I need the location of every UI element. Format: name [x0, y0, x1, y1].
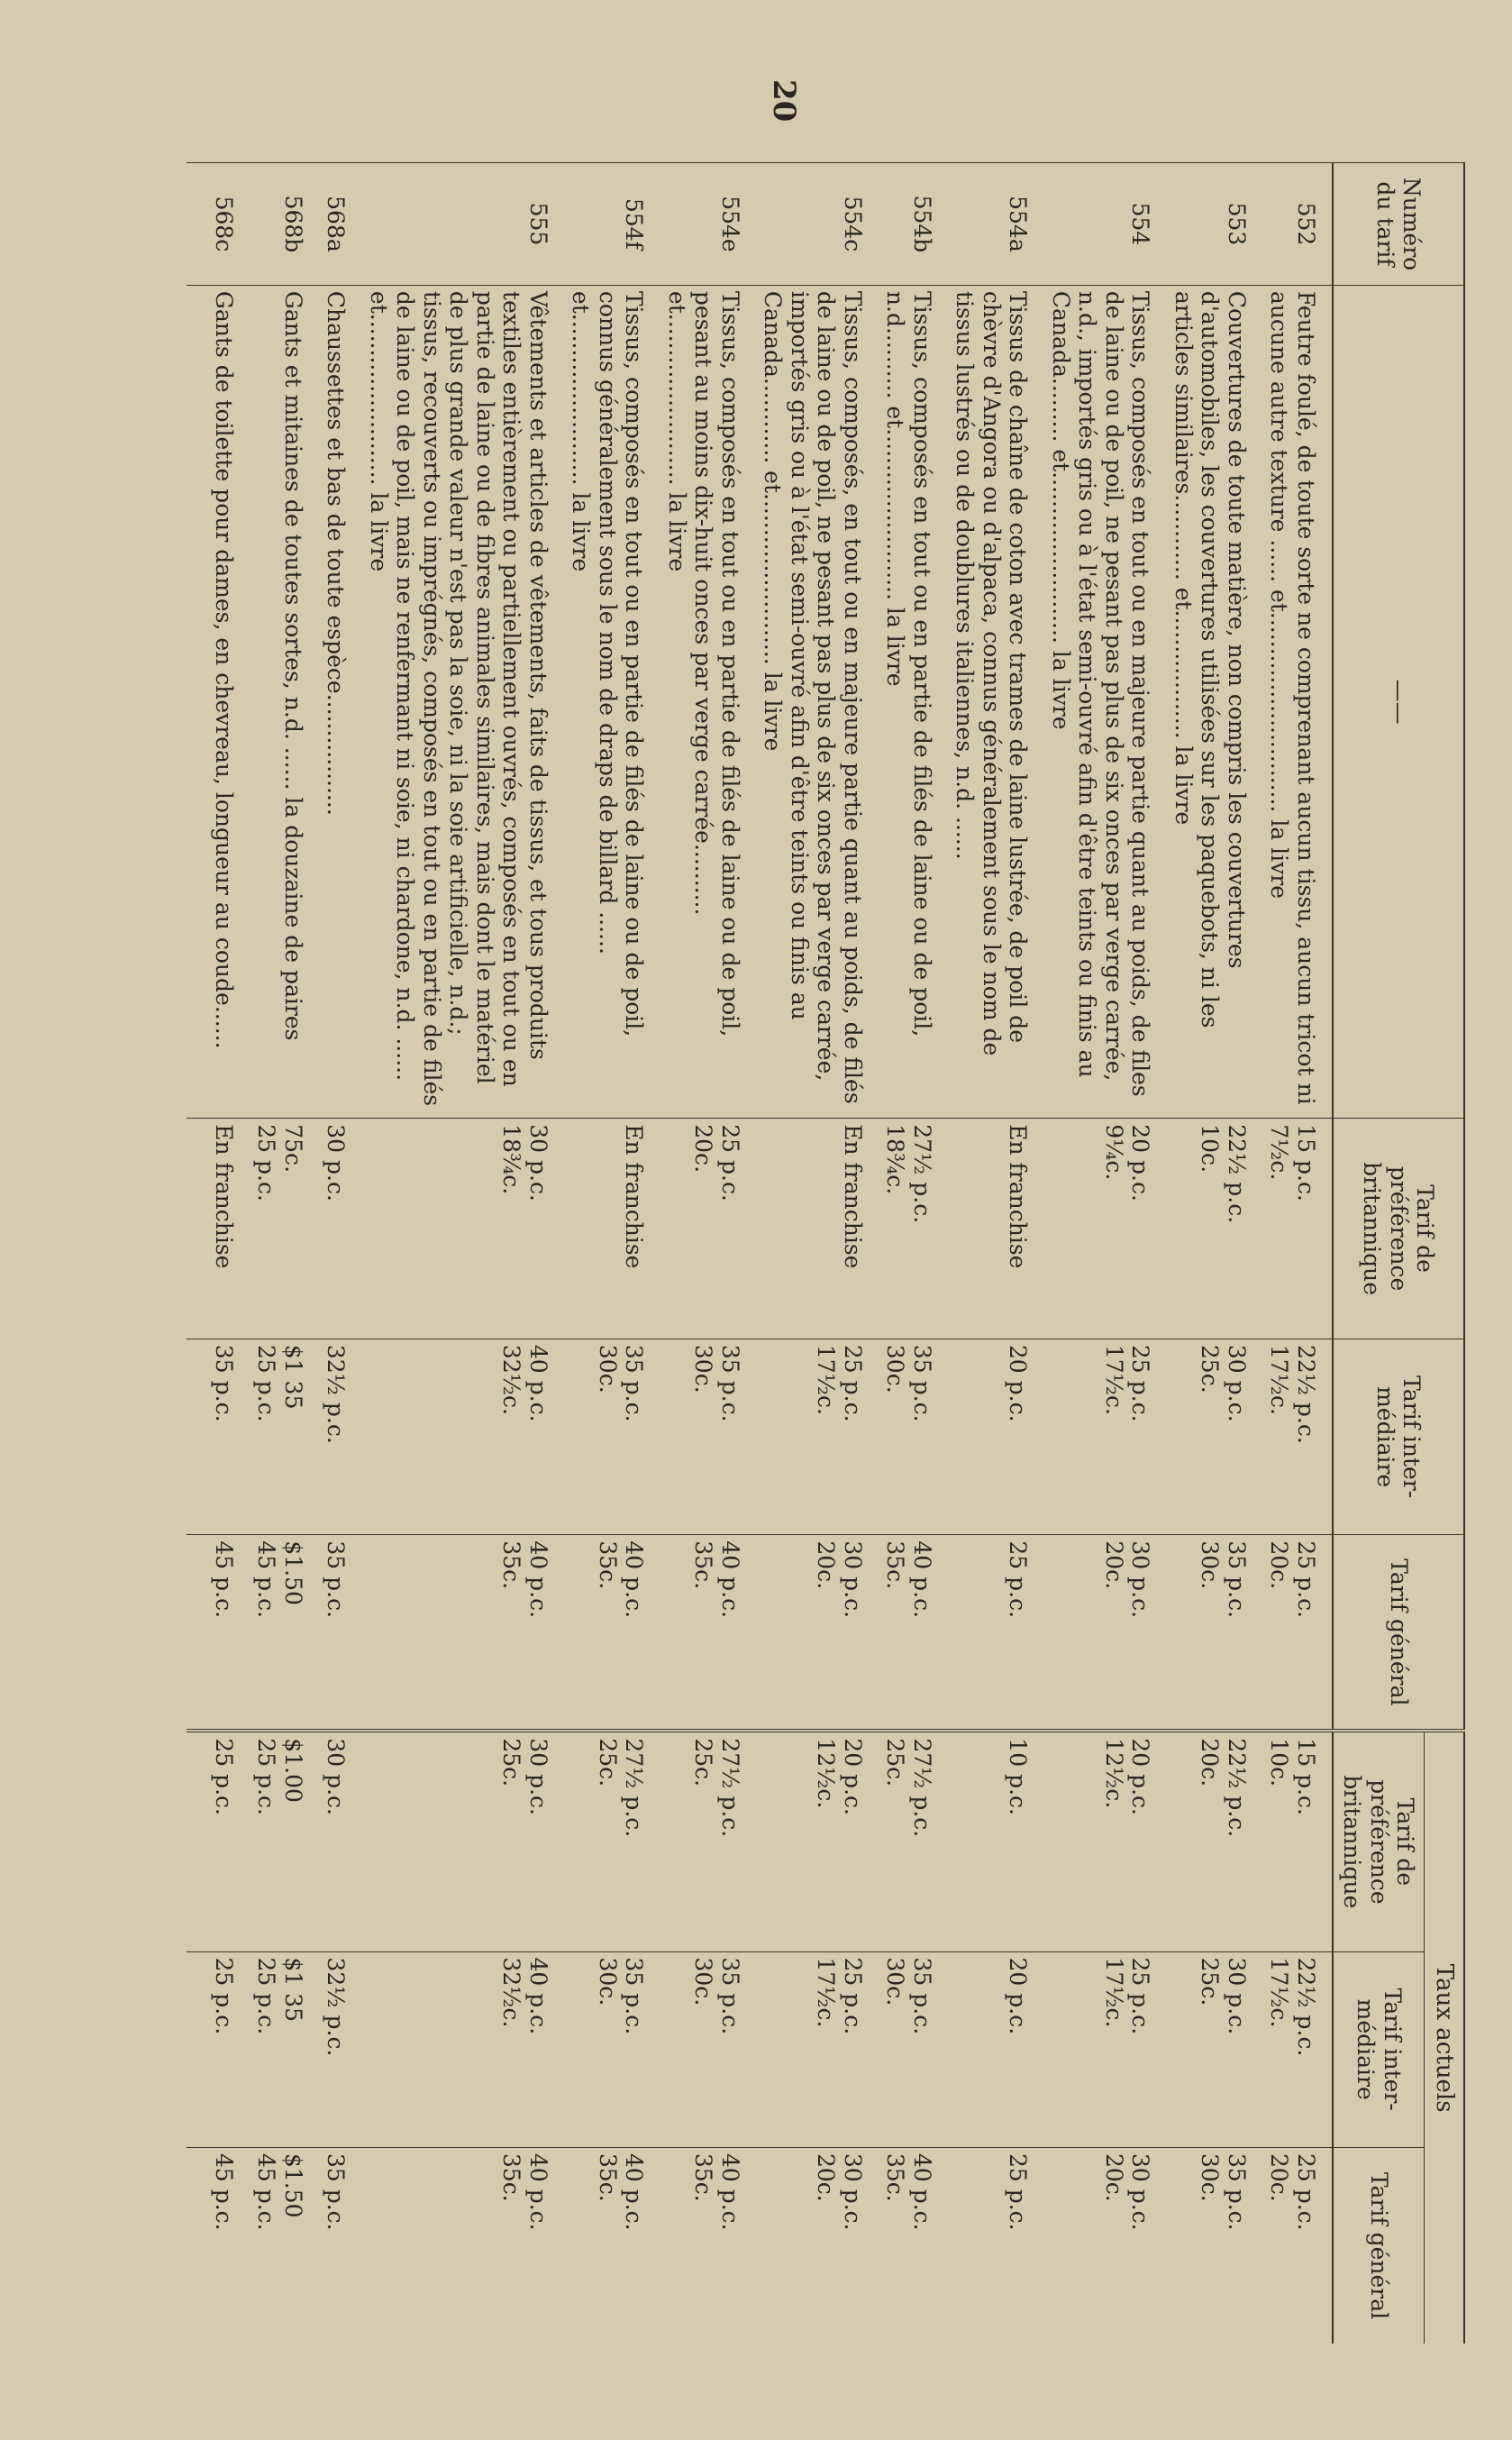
header-tariff-number: Numéro du tarif	[1333, 163, 1464, 286]
description: Couvertures de toute matière, non compris les couvertures d'automobiles, les couvertures utilisées sur les paquebots, ni les articles similaires............ et.................. la livre	[1166, 285, 1262, 1118]
pref-rate-new: En franchise	[187, 1119, 250, 1339]
gen-rate-new: 40 p.c. 35c.	[361, 1535, 564, 1731]
gen-rate-new: 30 p.c. 20c.	[756, 1535, 879, 1731]
gen-rate-current: 25 p.c. 20c.	[1262, 2147, 1333, 2344]
tariff-table	[187, 162, 1465, 2344]
inter-rate-new: 25 p.c. 17½c.	[1043, 1339, 1166, 1534]
table-row	[1166, 163, 1262, 2344]
inter-rate-new: $1 35 25 p.c.	[250, 1339, 319, 1534]
pref-rate-current: 27½ p.c. 25c.	[660, 1731, 756, 1951]
inter-rate-current: 30 p.c. 25c.	[1166, 1951, 1262, 2147]
table-row	[319, 163, 362, 2344]
gen-rate-new: 25 p.c. 20c.	[1262, 1535, 1333, 1731]
tariff-number: 568a	[319, 163, 362, 286]
inter-rate-new: 35 p.c. 30c.	[564, 1339, 660, 1534]
description: Tissus, composés en tout ou en partie de filés de laine ou de poil, pesant au moins dix-huit onces par verge carrée.......... et........................ la livre	[660, 285, 756, 1118]
tariff-number: 554	[1043, 163, 1166, 286]
pref-rate-current: 27½ p.c. 25c.	[564, 1731, 660, 1951]
gen-rate-new: 35 p.c. 30c.	[1166, 1535, 1262, 1731]
pref-rate-current: 20 p.c. 12½c.	[1043, 1731, 1166, 1951]
tariff-number: 554c	[756, 163, 879, 286]
table-row	[1262, 163, 1333, 2344]
description: Chaussettes et bas de toute espèce.................	[319, 285, 362, 1118]
pref-rate-new: 22½ p.c. 10c.	[1166, 1119, 1262, 1339]
tariff-number: 552	[1262, 163, 1333, 286]
table-row	[660, 163, 756, 2344]
tariff-number: 554b	[879, 163, 948, 286]
inter-rate-new: 40 p.c. 32½c.	[361, 1339, 564, 1534]
table-row	[361, 163, 564, 2344]
gen-rate-current: 35 p.c. 30c.	[1166, 2147, 1262, 2344]
gen-rate-new: 25 p.c.	[948, 1535, 1044, 1731]
description: Tissus de chaîne de coton avec trames de laine lustrée, de poil de chèvre d'Angora ou d'alpaca, connus généralement sous le nom de tissus lustrés ou de doublures italiennes, n.d. ......	[948, 285, 1044, 1118]
inter-rate-current: 25 p.c. 17½c.	[1043, 1951, 1166, 2147]
page-number: 20	[766, 79, 802, 123]
inter-rate-current: 35 p.c. 30c.	[879, 1951, 948, 2147]
inter-rate-current: $1 35 25 p.c.	[250, 1951, 319, 2147]
table-row	[187, 163, 250, 2344]
pref-rate-current: 20 p.c. 12½c.	[756, 1731, 879, 1951]
header-pref-new: Tarif de préférence britannique	[1333, 1119, 1464, 1339]
header-gen-new: Tarif général	[1333, 1535, 1464, 1731]
gen-rate-current: 25 p.c.	[948, 2147, 1044, 2344]
inter-rate-current: 32½ p.c.	[319, 1951, 362, 2147]
gen-rate-current: 45 p.c.	[187, 2147, 250, 2344]
tariff-number: 554e	[660, 163, 756, 286]
pref-rate-new: 27½ p.c. 18¾c.	[879, 1119, 948, 1339]
gen-rate-current: 40 p.c. 35c.	[564, 2147, 660, 2344]
inter-rate-current: 40 p.c. 32½c.	[361, 1951, 564, 2147]
header-description: ——	[1333, 285, 1464, 1118]
table-row	[948, 163, 1044, 2344]
header-inter-current: Tarif inter-médiaire	[1333, 1951, 1425, 2147]
gen-rate-current: 40 p.c. 35c.	[879, 2147, 948, 2344]
gen-rate-new: 45 p.c.	[187, 1535, 250, 1731]
description: Tissus, composés en tout ou en partie de filés de laine ou de poil, connus généralement sous le nom de draps de billard ...... et........................ la livre	[564, 285, 660, 1118]
pref-rate-current: $1.00 25 p.c.	[250, 1731, 319, 1951]
inter-rate-new: 32½ p.c.	[319, 1339, 362, 1534]
description: Tissus, composés en tout ou en partie de filés de laine ou de poil, n.d.......... et........................ la livre	[879, 285, 948, 1118]
table-row	[1043, 163, 1166, 2344]
pref-rate-new: En franchise	[756, 1119, 879, 1339]
pref-rate-current: 25 p.c.	[187, 1731, 250, 1951]
gen-rate-current: 30 p.c. 20c.	[756, 2147, 879, 2344]
inter-rate-current: 22½ p.c. 17½c.	[1262, 1951, 1333, 2147]
header-inter-new: Tarif inter-médiaire	[1333, 1339, 1464, 1534]
pref-rate-new: 25 p.c. 20c.	[660, 1119, 756, 1339]
table-row	[250, 163, 319, 2344]
gen-rate-new: 30 p.c. 20c.	[1043, 1535, 1166, 1731]
tariff-number: 553	[1166, 163, 1262, 286]
pref-rate-new: 30 p.c.	[319, 1119, 362, 1339]
table-row	[756, 163, 879, 2344]
table-body	[187, 163, 1333, 2344]
tariff-number: 554f	[564, 163, 660, 286]
inter-rate-new: 20 p.c.	[948, 1339, 1044, 1534]
description: Gants et mitaines de toutes sortes, n.d. ...... la douzaine de paires	[250, 285, 319, 1118]
gen-rate-current: 40 p.c. 35c.	[660, 2147, 756, 2344]
pref-rate-new: En franchise	[948, 1119, 1044, 1339]
inter-rate-current: 35 p.c. 30c.	[564, 1951, 660, 2147]
pref-rate-current: 10 p.c.	[948, 1731, 1044, 1951]
pref-rate-new: En franchise	[564, 1119, 660, 1339]
pref-rate-current: 30 p.c. 25c.	[361, 1731, 564, 1951]
tariff-number: 555	[361, 163, 564, 286]
inter-rate-new: 25 p.c. 17½c.	[756, 1339, 879, 1534]
description: Vêtements et articles de vêtements, faits de tissus, et tous produits textiles entièrement ou partiellement ouvrés, composés en tout ou en partie de laine ou de fibres animales similaires, mais dont le matériel de plus grande valeur n'est pas la soie, ni la soie artificielle, n.d.; tissus, recouverts ou imprégnés, composés en tout ou en partie de filés de laine ou de poil, mais ne renfermant ni soie, ni chardone, n.d. ...... et........................ la livre	[361, 285, 564, 1118]
pref-rate-current: 30 p.c.	[319, 1731, 362, 1951]
description: Tissus, composés en tout ou en majeure partie quant au poids, de files de laine ou de poil, ne pesant pas plus de six onces par verge carrée, n.d., importés gris ou à l'état semi-ouvré afin d'être teints ou finis au Canada......... et........................ la livre	[1043, 285, 1166, 1118]
pref-rate-current: 22½ p.c. 20c.	[1166, 1731, 1262, 1951]
pref-rate-new: 20 p.c. 9¼c.	[1043, 1119, 1166, 1339]
table-row	[879, 163, 948, 2344]
gen-rate-new: 40 p.c. 35c.	[879, 1535, 948, 1731]
inter-rate-new: 35 p.c. 30c.	[660, 1339, 756, 1534]
pref-rate-current: 15 p.c. 10c.	[1262, 1731, 1333, 1951]
inter-rate-new: 22½ p.c. 17½c.	[1262, 1339, 1333, 1534]
inter-rate-current: 25 p.c. 17½c.	[756, 1951, 879, 2147]
description: Tissus, composés, en tout ou en majeure partie quant au poids, de filés de laine ou de poil, ne pesant pas plus de six onces par verge carrée, importés gris ou à l'état semi-ouvré afin d'être teints ou finis au Canada............ et........................ la livre	[756, 285, 879, 1118]
tariff-table-rotated	[159, 162, 1465, 2344]
gen-rate-new: 40 p.c. 35c.	[660, 1535, 756, 1731]
tariff-number: 568b	[250, 163, 319, 286]
description: Feutre foulé, de toute sorte ne comprenant aucun tissu, aucun tricot ni aucune autre texture ...... et............................ la livre	[1262, 285, 1333, 1118]
inter-rate-current: 25 p.c.	[187, 1951, 250, 2147]
header-current-rates: Taux actuels	[1425, 1731, 1464, 2344]
header-gen-current: Tarif général	[1333, 2147, 1425, 2344]
pref-rate-new: 15 p.c. 7½c.	[1262, 1119, 1333, 1339]
pref-rate-new: 30 p.c. 18¾c.	[361, 1119, 564, 1339]
gen-rate-current: $1.50 45 p.c.	[250, 2147, 319, 2344]
gen-rate-new: 40 p.c. 35c.	[564, 1535, 660, 1731]
inter-rate-new: 35 p.c. 30c.	[879, 1339, 948, 1534]
tariff-number: 568c	[187, 163, 250, 286]
inter-rate-new: 35 p.c.	[187, 1339, 250, 1534]
gen-rate-new: $1.50 45 p.c.	[250, 1535, 319, 1731]
inter-rate-current: 35 p.c. 30c.	[660, 1951, 756, 2147]
header-pref-current: Tarif de préférence britannique	[1333, 1731, 1425, 1951]
description: Gants de toilette pour dames, en chevreau, longueur au coude......	[187, 285, 250, 1118]
gen-rate-new: 35 p.c.	[319, 1535, 362, 1731]
pref-rate-new: 75c. 25 p.c.	[250, 1119, 319, 1339]
inter-rate-current: 20 p.c.	[948, 1951, 1044, 2147]
tariff-number: 554a	[948, 163, 1044, 286]
gen-rate-current: 40 p.c. 35c.	[361, 2147, 564, 2344]
table-row	[564, 163, 660, 2344]
inter-rate-new: 30 p.c. 25c.	[1166, 1339, 1262, 1534]
gen-rate-current: 30 p.c. 20c.	[1043, 2147, 1166, 2344]
gen-rate-current: 35 p.c.	[319, 2147, 362, 2344]
pref-rate-current: 27½ p.c. 25c.	[879, 1731, 948, 1951]
